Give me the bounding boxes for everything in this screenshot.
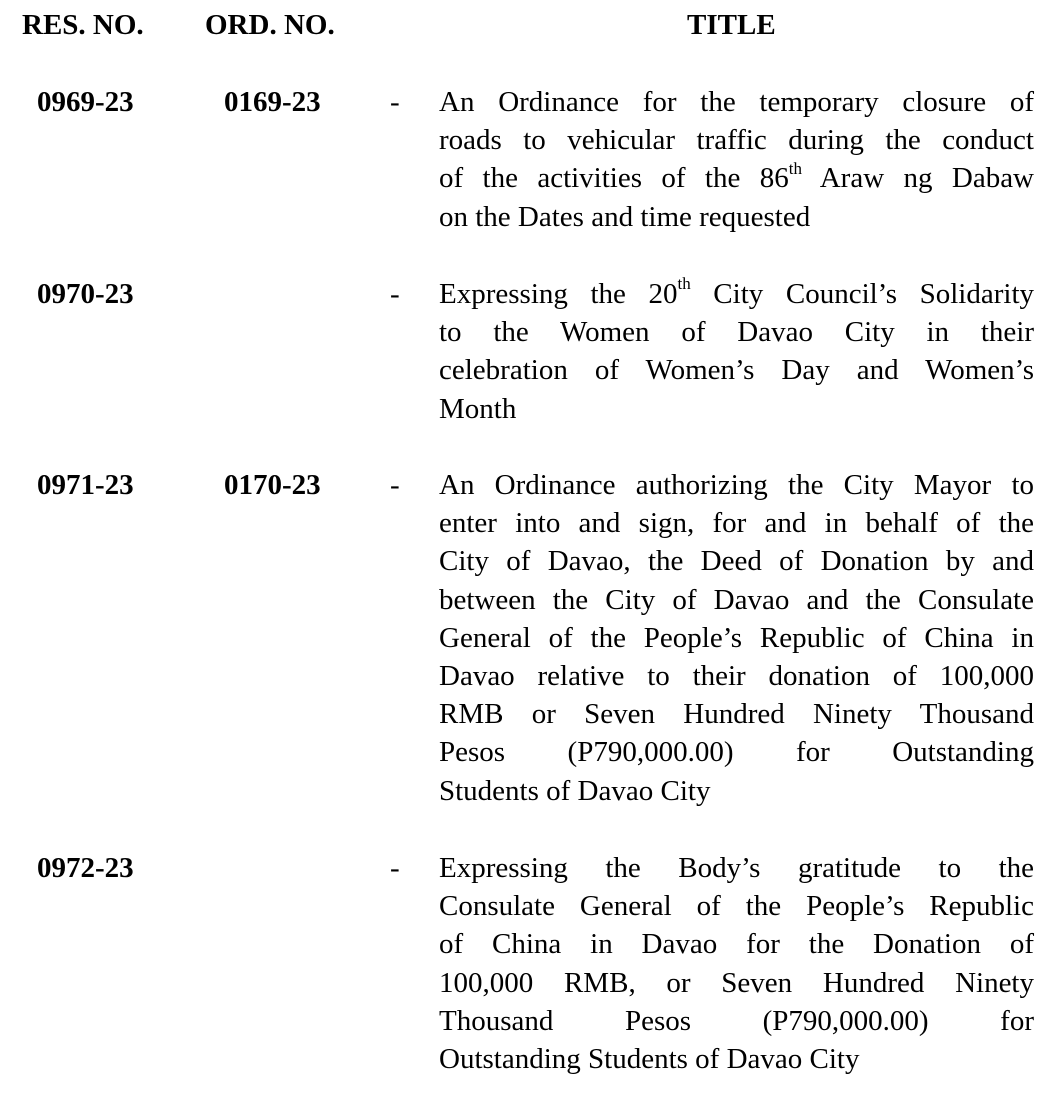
resolution-title [439,83,1034,236]
title-line: Expressing the 20th City Council’s Solidarity [439,274,1034,310]
title-line: Month [439,392,517,425]
title-line: to the Women of Davao City in their [439,316,1034,349]
title-line: celebration of Women’s Day and Women’s [439,354,1034,387]
title-line: of China in Davao for the Donation of [439,928,1034,961]
title-line: on the Dates and time requested [439,200,811,233]
title-line: between the City of Davao and the Consulate [439,583,1034,616]
res-no: 0972-23 [37,852,134,884]
title-line: City of Davao, the Deed of Donation by and [439,545,1034,578]
title-line: Consulate General of the People’s Republic [439,890,1034,923]
title-line: Davao relative to their donation of 100,000 [439,660,1034,693]
ordinal-superscript: th [677,274,691,294]
res-no: 0971-23 [37,469,134,501]
title-line: Pesos (P790,000.00) for Outstanding [439,736,1034,769]
title-line: roads to vehicular traffic during the conduct [439,124,1034,157]
title-line: An Ordinance for the temporary closure of [439,86,1034,118]
separator-dash: - [390,278,400,310]
ord-no: 0169-23 [224,86,321,118]
header-title: TITLE [687,9,776,41]
title-line: Thousand Pesos (P790,000.00) for [439,1004,1034,1037]
resolution-title [439,275,1034,428]
title-line: Outstanding Students of Davao City [439,1043,860,1076]
title-line: of the activities of the 86th Araw ng Dabaw [439,158,1035,195]
header-res-no: RES. NO. [22,9,144,41]
title-line: enter into and sign, for and in behalf of the [439,507,1034,540]
title-line: Expressing the Body’s gratitude to the [439,852,1034,884]
title-line: An Ordinance authorizing the City Mayor to [439,469,1034,501]
title-line: RMB or Seven Hundred Ninety Thousand [439,698,1034,731]
resolution-title [439,466,1034,810]
separator-dash: - [390,86,400,118]
title-line: 100,000 RMB, or Seven Hundred Ninety [439,966,1034,999]
resolution-title [439,849,1034,1078]
separator-dash: - [390,852,400,884]
res-no: 0970-23 [37,278,134,310]
title-line: Students of Davao City [439,774,711,807]
header-ord-no: ORD. NO. [205,9,335,41]
title-line: General of the People’s Republic of China in [439,621,1034,654]
ord-no: 0170-23 [224,469,321,501]
res-no: 0969-23 [37,86,134,118]
separator-dash: - [390,469,400,501]
ordinal-superscript: th [788,158,802,178]
